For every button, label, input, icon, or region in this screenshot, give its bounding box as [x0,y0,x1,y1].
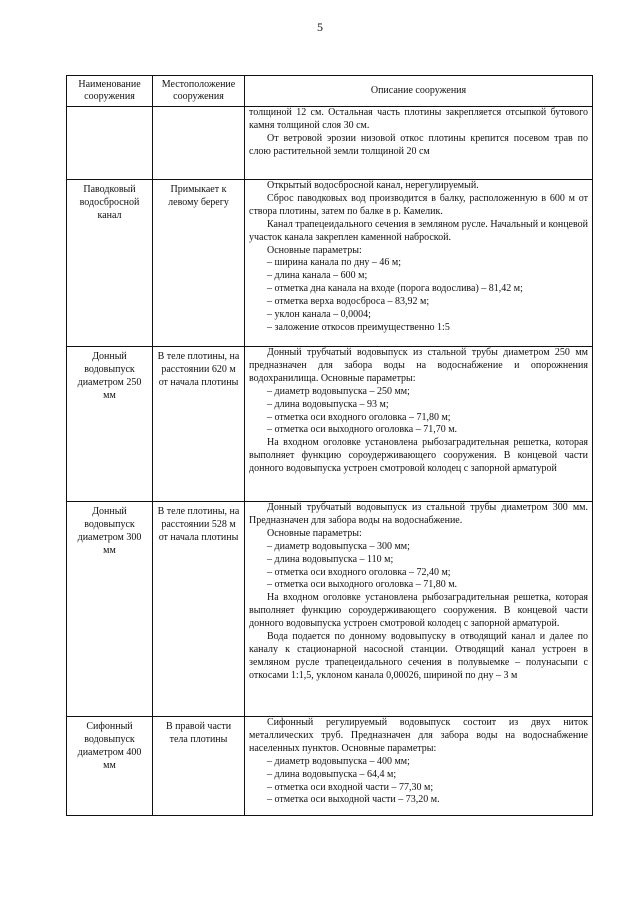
structure-location: Примыкает к левому берегу [153,180,245,347]
parameter-item: – отметка оси входного оголовка – 72,40 м; [267,566,451,578]
description-paragraph: Основные параметры: [267,527,362,539]
description-paragraph: Донный трубчатый водовыпуск из стальной трубы диаметром 250 мм предназначен для забора воды на водоснабжение и опорожнения водохранилища. Основные параметры: [249,347,588,384]
description-paragraph: Вода подается по донному водовыпуску в отводящий канал и далее по каналу к стационарной насосной станции. Отводящий канал устроен в земляном русле трапецеидального сечения в полувыемке – полунасыпи с откосами 1:1,5, уклоном канала 0,00026, шириной по дну – 3 м [249,631,588,681]
parameter-item: – диаметр водовыпуска – 300 мм; [267,540,410,552]
structure-description [245,717,593,816]
parameter-item: – диаметр водовыпуска – 250 мм; [267,385,410,397]
table-row [67,347,593,502]
parameter-item: – отметка оси выходной части – 73,20 м. [267,794,440,806]
parameter-item: – длина канала – 600 м; [267,270,368,282]
structure-description [245,107,593,180]
structures-table [66,75,593,816]
description-paragraph: Канал трапецеидального сечения в земляном русле. Начальный и концевой участок канала закреплен каменной наброской. [249,218,588,243]
parameter-item: – отметка оси выходного оголовка – 71,80 м. [267,579,458,591]
structure-location [153,107,245,180]
table-header-row [67,76,593,107]
description-paragraph: На входном оголовке установлена рыбозаградительная решетка, которая выполняет функцию сороудерживающего сооружения. В концевой части донного водовыпуска устроен смотровой колодец с запорной арматурой [249,437,588,475]
structure-location: В теле плотины, на расстоянии 620 м от начала плотины [153,347,245,502]
description-paragraph: На входном оголовке установлена рыбозаградительная решетка, которая выполняет функцию сороудерживающего сооружения. В концевой части донного водовыпуска устроен смотровой колодец с запорной арматурой. [249,592,588,630]
parameter-item: – длина водовыпуска – 93 м; [267,398,389,410]
header-description: Описание сооружения [245,76,593,107]
parameter-item: – отметка оси входной части – 77,30 м; [267,781,434,793]
description-paragraph: Сброс паводковых вод производится в балку, расположенную в 600 м от створа плотины, затем по балке в р. Камелик. [249,192,588,217]
description-paragraph: От ветровой эрозии низовой откос плотины крепится посевом трав по слою растительной земли толщиной 20 см [249,132,588,157]
structure-description [245,180,593,347]
description-paragraph: Основные параметры: [267,244,362,256]
description-paragraph: Донный трубчатый водовыпуск из стальной трубы диаметром 300 мм. Предназначен для забора воды на водоснабжение. [249,502,588,526]
description-paragraph: Сифонный регулируемый водовыпуск состоит из двух ниток металлических труб. Предназначен для забора воды на водоснабжение населенных пунктов. Основные параметры: [249,717,588,754]
header-location: Местоположение сооружения [153,76,245,107]
structure-description [245,502,593,717]
parameter-item: – отметка верха водосброса – 83,92 м; [267,296,430,308]
parameter-item: – длина водовыпуска – 64,4 м; [267,768,397,780]
table-row [67,717,593,816]
structure-name [67,107,153,180]
description-paragraph: толщиной 12 см. Остальная часть плотины закрепляется отсыпкой бутового камня толщиной слоя 30 см. [249,107,588,131]
structure-location: В теле плотины, на расстоянии 528 м от начала плотины [153,502,245,717]
parameter-item: – отметка оси выходного оголовка – 71,70 м. [267,424,458,436]
parameter-item: – диаметр водовыпуска – 400 мм; [267,755,410,767]
parameter-item: – уклон канала – 0,0004; [267,309,371,321]
structure-description [245,347,593,502]
structure-name: Донный водовыпуск диаметром 250 мм [67,347,153,502]
table-row [67,502,593,717]
description-paragraph: Открытый водосбросной канал, нерегулируемый. [267,180,479,191]
structure-name: Паводковый водосбросной канал [67,180,153,347]
structure-location: В правой части тела плотины [153,717,245,816]
parameter-item: – отметка оси входного оголовка – 71,80 м; [267,411,451,423]
table-row [67,180,593,347]
header-name: Наименование сооружения [67,76,153,107]
parameter-item: – отметка дна канала на входе (порога водослива) – 81,42 м; [267,283,523,295]
parameter-item: – длина водовыпуска – 110 м; [267,553,394,565]
parameter-item: – заложение откосов преимущественно 1:5 [267,321,450,333]
structure-name: Донный водовыпуск диаметром 300 мм [67,502,153,717]
parameter-item: – ширина канала по дну – 46 м; [267,257,402,269]
structure-name: Сифонный водовыпуск диаметром 400 мм [67,717,153,816]
page-number: 5 [317,20,323,34]
table-row [67,107,593,180]
